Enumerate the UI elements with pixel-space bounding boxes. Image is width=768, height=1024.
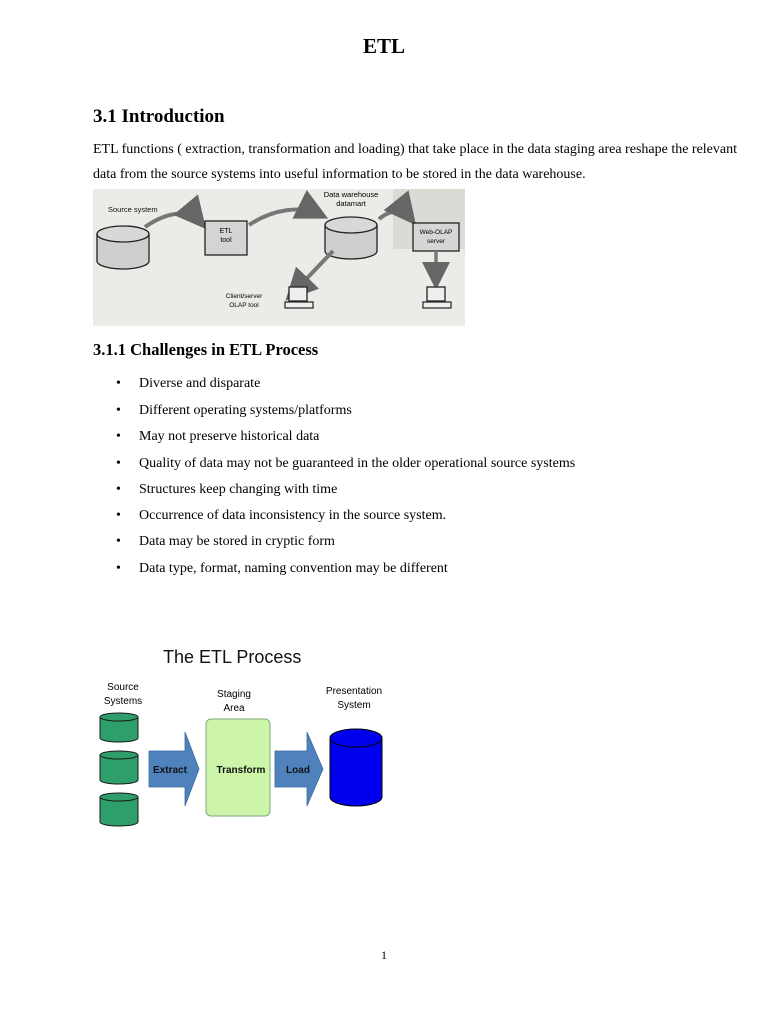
dw-label-2: datamart: [336, 199, 366, 208]
etl-tool-label-1: ETL: [219, 228, 233, 235]
source-db-cylinder-1: [100, 713, 138, 742]
page-number: 1: [381, 948, 387, 962]
staging-label-2: Area: [223, 703, 245, 714]
bullet-dot: •: [116, 455, 121, 471]
dw-label-1: Data warehouse: [323, 190, 379, 199]
source-label-2: Systems: [103, 696, 143, 707]
source-system-label: Source system: [108, 205, 158, 214]
source-db-cylinder-2: [100, 751, 138, 784]
source-label-1: Source: [107, 682, 139, 693]
bullet-dot: •: [116, 402, 121, 418]
etl-architecture-figure: [93, 189, 465, 326]
staging-label-1: Staging: [217, 689, 251, 700]
section-heading: 3.1 Introduction: [93, 106, 225, 127]
load-label: Load: [286, 765, 310, 776]
bullet-dot: •: [116, 560, 121, 576]
web-olap-server-box: [413, 223, 459, 251]
source-system-cylinder: [97, 226, 149, 269]
subsection-heading: 3.1.1 Challenges in ETL Process: [93, 340, 319, 359]
document-title: ETL: [362, 34, 406, 58]
etl-tool-label-2: tool: [220, 237, 232, 244]
presentation-label-2: System: [337, 700, 371, 711]
bullet-dot: •: [116, 429, 121, 444]
bullet-dot: •: [116, 534, 121, 549]
transform-label: Transform: [216, 765, 266, 776]
bullet-dot: •: [116, 376, 121, 391]
intro-paragraph: ETL functions ( extraction, transformation and loading) that take place in the data staging area reshape the relevant data from the source systems into useful information to be stored in the data warehouse.: [93, 142, 737, 182]
web-olap-label-1: Web-OLAP: [419, 229, 453, 236]
presentation-system-cylinder: [330, 729, 382, 806]
web-olap-label-2: server: [426, 238, 446, 245]
client-label-2: OLAP tool: [229, 302, 259, 309]
client-label-1: Client/server: [225, 293, 263, 300]
bullet-dot: •: [116, 508, 121, 523]
etl-process-title: The ETL Process: [163, 647, 302, 667]
etl-process-figure: [93, 640, 413, 835]
bullet-dot: •: [116, 481, 121, 497]
source-db-cylinder-3: [100, 793, 138, 826]
presentation-label-1: Presentation: [325, 686, 383, 697]
extract-label: Extract: [153, 765, 187, 776]
